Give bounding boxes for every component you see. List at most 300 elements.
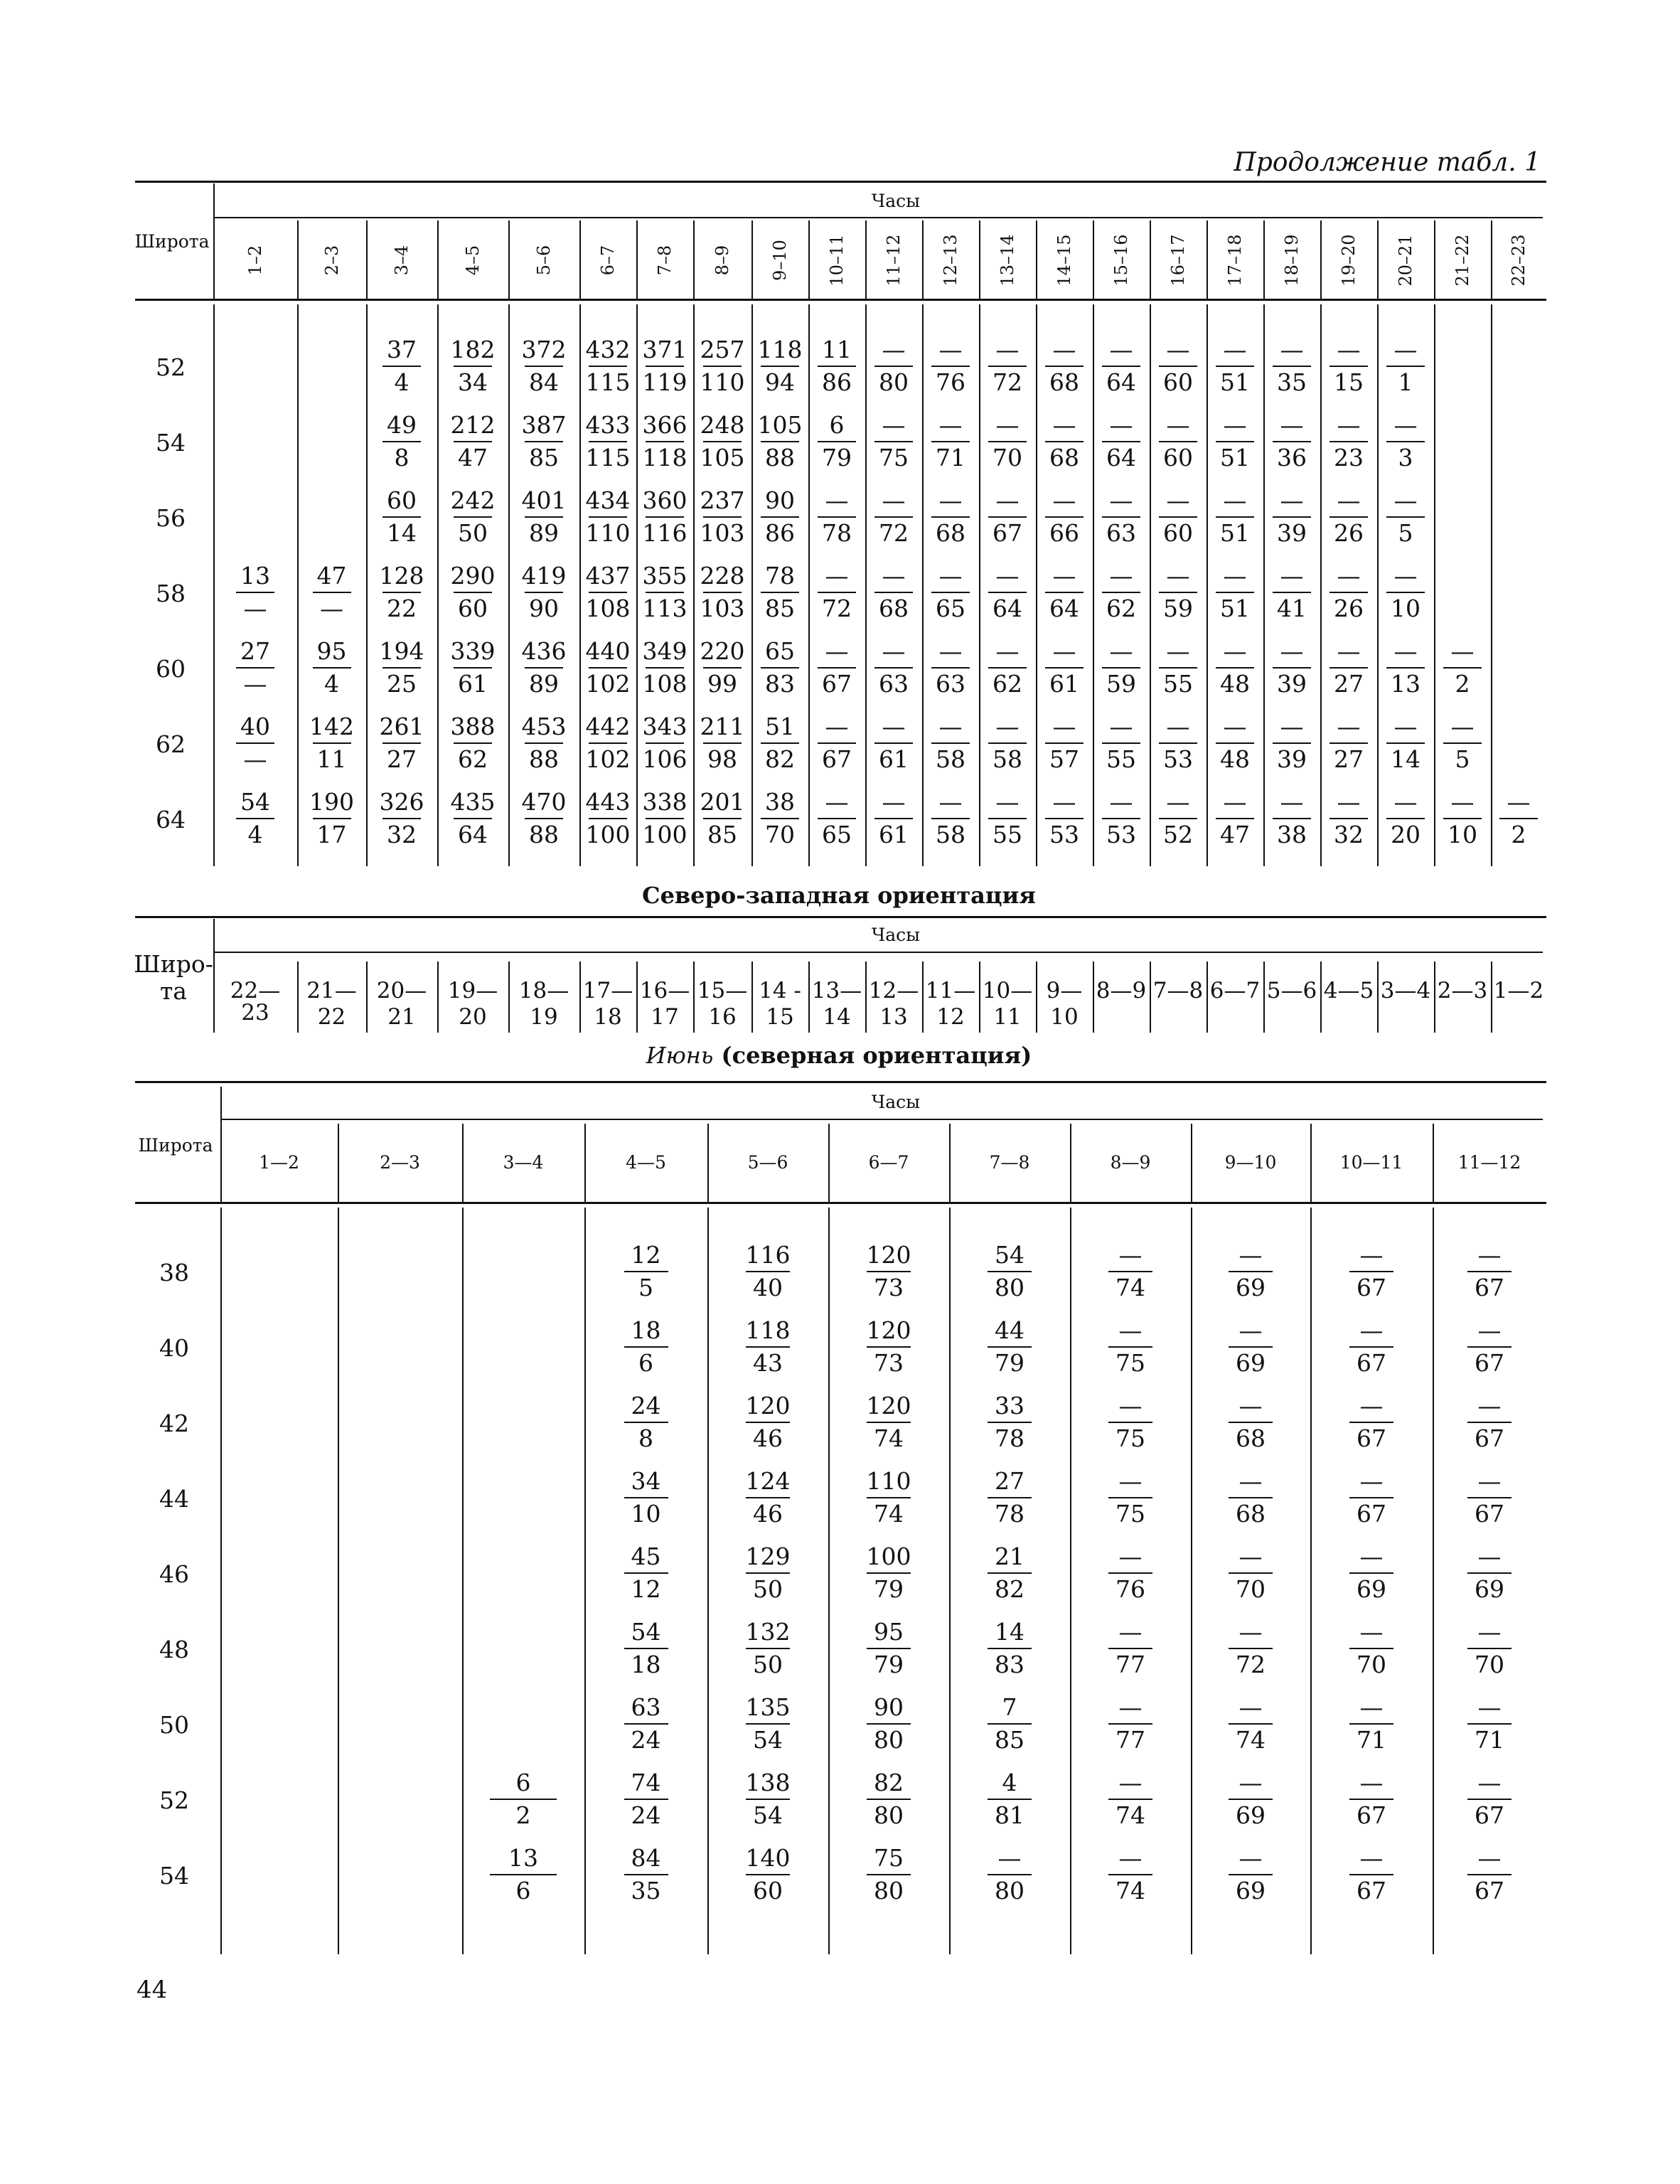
fraction-cell: [1153, 637, 1203, 698]
fraction-bar: [1159, 441, 1197, 442]
fraction-numerator: 120: [866, 1316, 911, 1344]
fraction-cell: [1324, 713, 1374, 774]
fraction-cell: [1381, 788, 1430, 849]
fraction-bar: [1229, 1346, 1273, 1348]
fraction-denominator: 80: [995, 1274, 1024, 1301]
fraction-denominator: 85: [707, 821, 737, 848]
fraction-cell: [1096, 411, 1146, 472]
fraction-numerator: —: [1337, 637, 1361, 665]
fraction-numerator: 140: [745, 1844, 791, 1872]
fraction-denominator: 35: [1277, 368, 1307, 396]
fraction-numerator: 37: [387, 336, 417, 363]
fraction-denominator: 67: [1357, 1877, 1386, 1905]
fraction-bar: [1045, 592, 1084, 593]
fraction-numerator: —: [1477, 1392, 1502, 1419]
column-divider: [1036, 220, 1037, 299]
column-divider: [1150, 220, 1151, 299]
fraction-bar: [236, 667, 274, 668]
fraction-numerator: —: [1507, 788, 1531, 816]
fraction-cell: [926, 788, 975, 849]
rule-line: [213, 952, 1543, 953]
column-divider: [1310, 1208, 1312, 1954]
fraction-numerator: 201: [700, 788, 745, 816]
fraction-denominator: 26: [1334, 519, 1364, 547]
fraction-cell: [740, 1769, 796, 1830]
fraction-bar: [703, 742, 742, 744]
hour-label-bottom: 11: [993, 1004, 1022, 1030]
fraction-bar: [382, 592, 421, 593]
fraction-cell: [448, 411, 498, 472]
fraction-cell: [1462, 1543, 1517, 1604]
fraction-bar: [1329, 592, 1368, 593]
fraction-cell: [812, 713, 862, 774]
fraction-denominator: 69: [1475, 1575, 1504, 1603]
fraction-denominator: 72: [993, 368, 1022, 396]
fraction-bar: [874, 516, 913, 518]
column-divider: [1070, 1124, 1071, 1202]
fraction-denominator: 48: [1220, 670, 1250, 698]
fraction-numerator: 100: [866, 1543, 911, 1570]
fraction-cell: [755, 411, 805, 472]
fraction-bar: [818, 516, 856, 518]
hour-label: 1—2: [259, 1152, 299, 1173]
hour-label-bottom: 10: [1050, 1004, 1079, 1030]
column-divider: [213, 183, 215, 301]
fraction-cell: [1210, 788, 1260, 849]
fraction-denominator: 110: [585, 519, 631, 547]
fraction-cell: [983, 637, 1032, 698]
fraction-denominator: 5: [638, 1274, 653, 1301]
column-divider: [584, 1124, 586, 1202]
fraction-bar: [1329, 818, 1368, 819]
fraction-cell: [755, 637, 805, 698]
column-divider: [1310, 1124, 1312, 1202]
fraction-cell: [484, 1769, 562, 1830]
fraction-denominator: 46: [753, 1424, 783, 1452]
fraction-numerator: 442: [585, 713, 631, 740]
fraction-numerator: 120: [866, 1392, 911, 1419]
fraction-bar: [867, 1497, 911, 1498]
fraction-denominator: 52: [1163, 821, 1193, 848]
fraction-numerator: —: [1118, 1316, 1143, 1344]
fraction-cell: [1096, 637, 1146, 698]
fraction-cell: [1103, 1693, 1158, 1754]
fraction-numerator: 105: [757, 411, 803, 439]
fraction-bar: [931, 516, 970, 518]
fraction-cell: [869, 486, 919, 548]
fraction-denominator: 4: [394, 368, 410, 396]
fraction-denominator: 113: [642, 595, 687, 622]
fraction-denominator: 54: [753, 1801, 783, 1829]
fraction-cell: [1324, 562, 1374, 623]
fraction-cell: [1039, 411, 1089, 472]
fraction-numerator: —: [1393, 562, 1418, 590]
fraction-numerator: 63: [631, 1693, 661, 1721]
fraction-cell: [484, 1844, 562, 1905]
fraction-denominator: 67: [1475, 1801, 1504, 1829]
fraction-bar: [624, 1346, 668, 1348]
fraction-denominator: 32: [387, 821, 417, 848]
fraction-numerator: 27: [995, 1467, 1024, 1495]
fraction-denominator: 61: [458, 670, 488, 698]
fraction-bar: [1102, 818, 1140, 819]
fraction-bar: [988, 1497, 1032, 1498]
fraction-bar: [746, 1723, 790, 1725]
fraction-bar: [1229, 1271, 1273, 1272]
fraction-numerator: —: [882, 486, 906, 514]
fraction-cell: [230, 637, 280, 698]
fraction-cell: [982, 1316, 1037, 1378]
fraction-numerator: 355: [642, 562, 687, 590]
fraction-denominator: 67: [1357, 1274, 1386, 1301]
hour-label: 16–17: [1168, 234, 1188, 287]
fraction-bar: [988, 1572, 1032, 1574]
column-divider: [213, 304, 215, 866]
latitude-label: 60: [156, 655, 186, 683]
fraction-cell: [1438, 788, 1487, 849]
rule-line: [213, 217, 1543, 218]
fraction-bar: [1159, 742, 1197, 744]
fraction-numerator: 435: [450, 788, 496, 816]
fraction-numerator: 257: [700, 336, 745, 363]
fraction-denominator: 64: [1049, 595, 1079, 622]
fraction-bar: [454, 366, 492, 367]
fraction-bar: [1273, 366, 1311, 367]
fraction-cell: [1039, 637, 1089, 698]
fraction-cell: [1223, 1543, 1278, 1604]
fraction-cell: [619, 1543, 674, 1604]
fraction-denominator: 76: [936, 368, 965, 396]
fraction-bar: [988, 592, 1027, 593]
fraction-bar: [1273, 516, 1311, 518]
fraction-bar: [867, 1422, 911, 1423]
fraction-denominator: 80: [874, 1801, 904, 1829]
fraction-cell: [619, 1618, 674, 1679]
fraction-numerator: —: [1359, 1844, 1384, 1872]
fraction-denominator: 76: [1115, 1575, 1145, 1603]
fraction-numerator: —: [1477, 1467, 1502, 1495]
fraction-denominator: 51: [1220, 595, 1250, 622]
fraction-numerator: —: [882, 411, 906, 439]
rule-line: [135, 299, 1546, 301]
fraction-cell: [1344, 1618, 1399, 1679]
fraction-cell: [1324, 788, 1374, 849]
fraction-cell: [1324, 637, 1374, 698]
fraction-bar: [1216, 592, 1254, 593]
fraction-cell: [583, 336, 633, 397]
fraction-numerator: —: [1238, 1618, 1263, 1646]
fraction-denominator: 62: [1106, 595, 1136, 622]
column-divider: [922, 220, 924, 299]
hour-label-bottom: 22: [317, 1004, 346, 1030]
fraction-denominator: 40: [753, 1274, 783, 1301]
fraction-cell: [697, 411, 747, 472]
fraction-bar: [988, 1723, 1032, 1725]
fraction-denominator: 110: [700, 368, 745, 396]
fraction-numerator: —: [995, 713, 1020, 740]
fraction-bar: [746, 1271, 790, 1272]
fraction-bar: [1273, 667, 1311, 668]
latitude-label: 56: [156, 504, 186, 532]
fraction-cell: [982, 1844, 1037, 1905]
fraction-denominator: 88: [529, 821, 559, 848]
hour-label: 17–18: [1225, 234, 1245, 287]
fraction-denominator: 70: [765, 821, 795, 848]
fraction-bar: [454, 742, 492, 744]
fraction-numerator: —: [1118, 1241, 1143, 1269]
fraction-bar: [1443, 667, 1482, 668]
fraction-bar: [1108, 1799, 1152, 1800]
column-divider: [338, 1124, 339, 1202]
fraction-cell: [448, 336, 498, 397]
fraction-cell: [1462, 1467, 1517, 1528]
latitude-label: 54: [159, 1862, 189, 1890]
hour-label-top: 19—: [447, 978, 498, 1003]
fraction-denominator: 102: [585, 745, 631, 773]
fraction-cell: [1210, 562, 1260, 623]
fraction-bar: [236, 742, 274, 744]
fraction-denominator: 90: [529, 595, 559, 622]
fraction-cell: [1039, 486, 1089, 548]
fraction-denominator: 88: [765, 444, 795, 472]
fraction-numerator: 75: [874, 1844, 904, 1872]
fraction-numerator: —: [938, 713, 963, 740]
fraction-denominator: 108: [585, 595, 631, 622]
fraction-denominator: 79: [995, 1349, 1024, 1377]
fraction-numerator: —: [1359, 1392, 1384, 1419]
fraction-numerator: —: [1393, 486, 1418, 514]
fraction-numerator: 24: [631, 1392, 661, 1419]
fraction-cell: [1344, 1316, 1399, 1378]
fraction-cell: [982, 1618, 1037, 1679]
fraction-bar: [624, 1648, 668, 1649]
fraction-numerator: 470: [521, 788, 567, 816]
fraction-denominator: 48: [1220, 745, 1250, 773]
fraction-cell: [1039, 562, 1089, 623]
fraction-bar: [988, 1799, 1032, 1800]
fraction-bar: [1102, 441, 1140, 442]
fraction-bar: [1102, 592, 1140, 593]
fraction-cell: [869, 713, 919, 774]
column-divider: [437, 220, 439, 299]
fraction-cell: [755, 713, 805, 774]
fraction-cell: [1344, 1543, 1399, 1604]
fraction-bar: [818, 592, 856, 593]
fraction-denominator: 2: [1455, 670, 1470, 698]
column-divider: [1036, 304, 1037, 866]
fraction-denominator: 63: [1106, 519, 1136, 547]
fraction-bar: [1349, 1648, 1393, 1649]
fraction-cell: [1096, 713, 1146, 774]
fraction-cell: [583, 637, 633, 698]
fraction-denominator: 67: [1475, 1274, 1504, 1301]
hour-label: 21–22: [1452, 234, 1472, 287]
fraction-bar: [988, 1346, 1032, 1348]
fraction-cell: [740, 1392, 796, 1453]
hour-label: 7–8: [655, 245, 675, 276]
column-divider: [1150, 304, 1151, 866]
fraction-cell: [448, 562, 498, 623]
fraction-cell: [697, 562, 747, 623]
fraction-numerator: —: [1052, 637, 1076, 665]
fraction-denominator: 85: [529, 444, 559, 472]
fraction-cell: [1462, 1241, 1517, 1302]
fraction-denominator: 67: [1475, 1877, 1504, 1905]
fraction-numerator: —: [825, 637, 849, 665]
fraction-denominator: 100: [642, 821, 687, 848]
hour-label-top: 6—7: [1209, 978, 1261, 1003]
fraction-denominator: 67: [1475, 1349, 1504, 1377]
fraction-numerator: 44: [995, 1316, 1024, 1344]
fraction-cell: [448, 713, 498, 774]
fraction-numerator: —: [1477, 1618, 1502, 1646]
fraction-numerator: 138: [745, 1769, 791, 1796]
fraction-denominator: 53: [1106, 821, 1136, 848]
fraction-cell: [697, 713, 747, 774]
fraction-cell: [982, 1392, 1037, 1453]
fraction-cell: [740, 1241, 796, 1302]
fraction-numerator: —: [995, 637, 1020, 665]
fraction-numerator: —: [1109, 637, 1133, 665]
fraction-denominator: 86: [822, 368, 852, 396]
fraction-cell: [377, 411, 427, 472]
fraction-denominator: 55: [1106, 745, 1136, 773]
fraction-numerator: 453: [521, 713, 567, 740]
fraction-cell: [640, 788, 690, 849]
fraction-denominator: 22: [387, 595, 417, 622]
fraction-denominator: 85: [995, 1726, 1024, 1754]
rule-line: [135, 1081, 1546, 1083]
fraction-cell: [448, 637, 498, 698]
fraction-numerator: 7: [1002, 1693, 1017, 1721]
fraction-numerator: —: [1109, 486, 1133, 514]
fraction-bar: [818, 818, 856, 819]
fraction-numerator: 349: [642, 637, 687, 665]
fraction-numerator: 212: [450, 411, 496, 439]
fraction-bar: [867, 1799, 911, 1800]
fraction-bar: [589, 667, 627, 668]
fraction-numerator: 434: [585, 486, 631, 514]
fraction-cell: [740, 1467, 796, 1528]
fraction-cell: [982, 1241, 1037, 1302]
fraction-denominator: 6: [515, 1877, 531, 1905]
fraction-bar: [1443, 818, 1482, 819]
column-divider: [636, 220, 638, 299]
fraction-bar: [1159, 667, 1197, 668]
column-divider: [751, 220, 753, 299]
fraction-cell: [1324, 486, 1374, 548]
lat-header: Широта: [138, 1135, 213, 1156]
fraction-cell: [1324, 411, 1374, 472]
fraction-bar: [313, 592, 351, 593]
hour-label: 22–23: [1509, 234, 1529, 287]
fraction-numerator: —: [1477, 1316, 1502, 1344]
fraction-bar: [313, 742, 351, 744]
fraction-numerator: —: [995, 788, 1020, 816]
fraction-cell: [230, 713, 280, 774]
fraction-denominator: 3: [1398, 444, 1413, 472]
fraction-numerator: 65: [765, 637, 795, 665]
fraction-cell: [983, 486, 1032, 548]
fraction-cell: [861, 1693, 916, 1754]
lat-header: Широта: [134, 231, 210, 252]
fraction-bar: [988, 818, 1027, 819]
fraction-denominator: 10: [1391, 595, 1420, 622]
rule-line: [220, 1119, 1543, 1120]
fraction-numerator: 366: [642, 411, 687, 439]
fraction-numerator: —: [1223, 411, 1247, 439]
fraction-bar: [1349, 1799, 1393, 1800]
fraction-numerator: 78: [765, 562, 795, 590]
fraction-cell: [1223, 1392, 1278, 1453]
fraction-numerator: —: [1238, 1241, 1263, 1269]
fraction-bar: [746, 1874, 790, 1875]
latitude-label: 50: [159, 1711, 189, 1739]
fraction-cell: [861, 1392, 916, 1453]
column-divider: [979, 304, 980, 866]
fraction-bar: [589, 818, 627, 819]
column-divider: [693, 304, 695, 866]
fraction-cell: [1153, 713, 1203, 774]
fraction-denominator: 79: [874, 1651, 904, 1678]
column-divider: [1263, 304, 1265, 866]
fraction-numerator: —: [1238, 1844, 1263, 1872]
hour-label-top: 2—3: [1437, 978, 1488, 1003]
fraction-cell: [740, 1693, 796, 1754]
fraction-cell: [307, 713, 357, 774]
fraction-numerator: —: [1166, 562, 1190, 590]
hour-label: 13–14: [997, 234, 1017, 287]
fraction-cell: [982, 1467, 1037, 1528]
fraction-denominator: 6: [638, 1349, 653, 1377]
fraction-denominator: 64: [993, 595, 1022, 622]
fraction-numerator: 261: [379, 713, 424, 740]
fraction-numerator: 419: [521, 562, 567, 590]
column-divider: [828, 1208, 830, 1954]
column-divider: [437, 304, 439, 866]
fraction-bar: [454, 441, 492, 442]
fraction-cell: [1096, 336, 1146, 397]
fraction-numerator: —: [1337, 486, 1361, 514]
fraction-bar: [1216, 516, 1254, 518]
fraction-denominator: 5: [1398, 519, 1413, 547]
fraction-denominator: 78: [995, 1424, 1024, 1452]
fraction-denominator: 102: [585, 670, 631, 698]
column-divider: [220, 1087, 222, 1204]
fraction-bar: [931, 667, 970, 668]
latitude-label: 52: [159, 1786, 189, 1814]
fraction-numerator: 21: [995, 1543, 1024, 1570]
fraction-denominator: 8: [394, 444, 410, 472]
fraction-denominator: 2: [1511, 821, 1526, 848]
fraction-denominator: 55: [1163, 670, 1193, 698]
fraction-cell: [1267, 486, 1317, 548]
fraction-numerator: —: [995, 411, 1020, 439]
fraction-cell: [1494, 788, 1543, 849]
column-divider: [1191, 1208, 1192, 1954]
fraction-bar: [874, 818, 913, 819]
column-divider: [1491, 220, 1492, 299]
fraction-cell: [1210, 336, 1260, 397]
fraction-bar: [931, 742, 970, 744]
fraction-denominator: 71: [1357, 1726, 1386, 1754]
fraction-numerator: —: [1337, 562, 1361, 590]
fraction-numerator: —: [1118, 1543, 1143, 1570]
hour-label: 8—9: [1110, 1152, 1151, 1173]
fraction-cell: [583, 713, 633, 774]
fraction-bar: [931, 366, 970, 367]
fraction-cell: [1103, 1392, 1158, 1453]
